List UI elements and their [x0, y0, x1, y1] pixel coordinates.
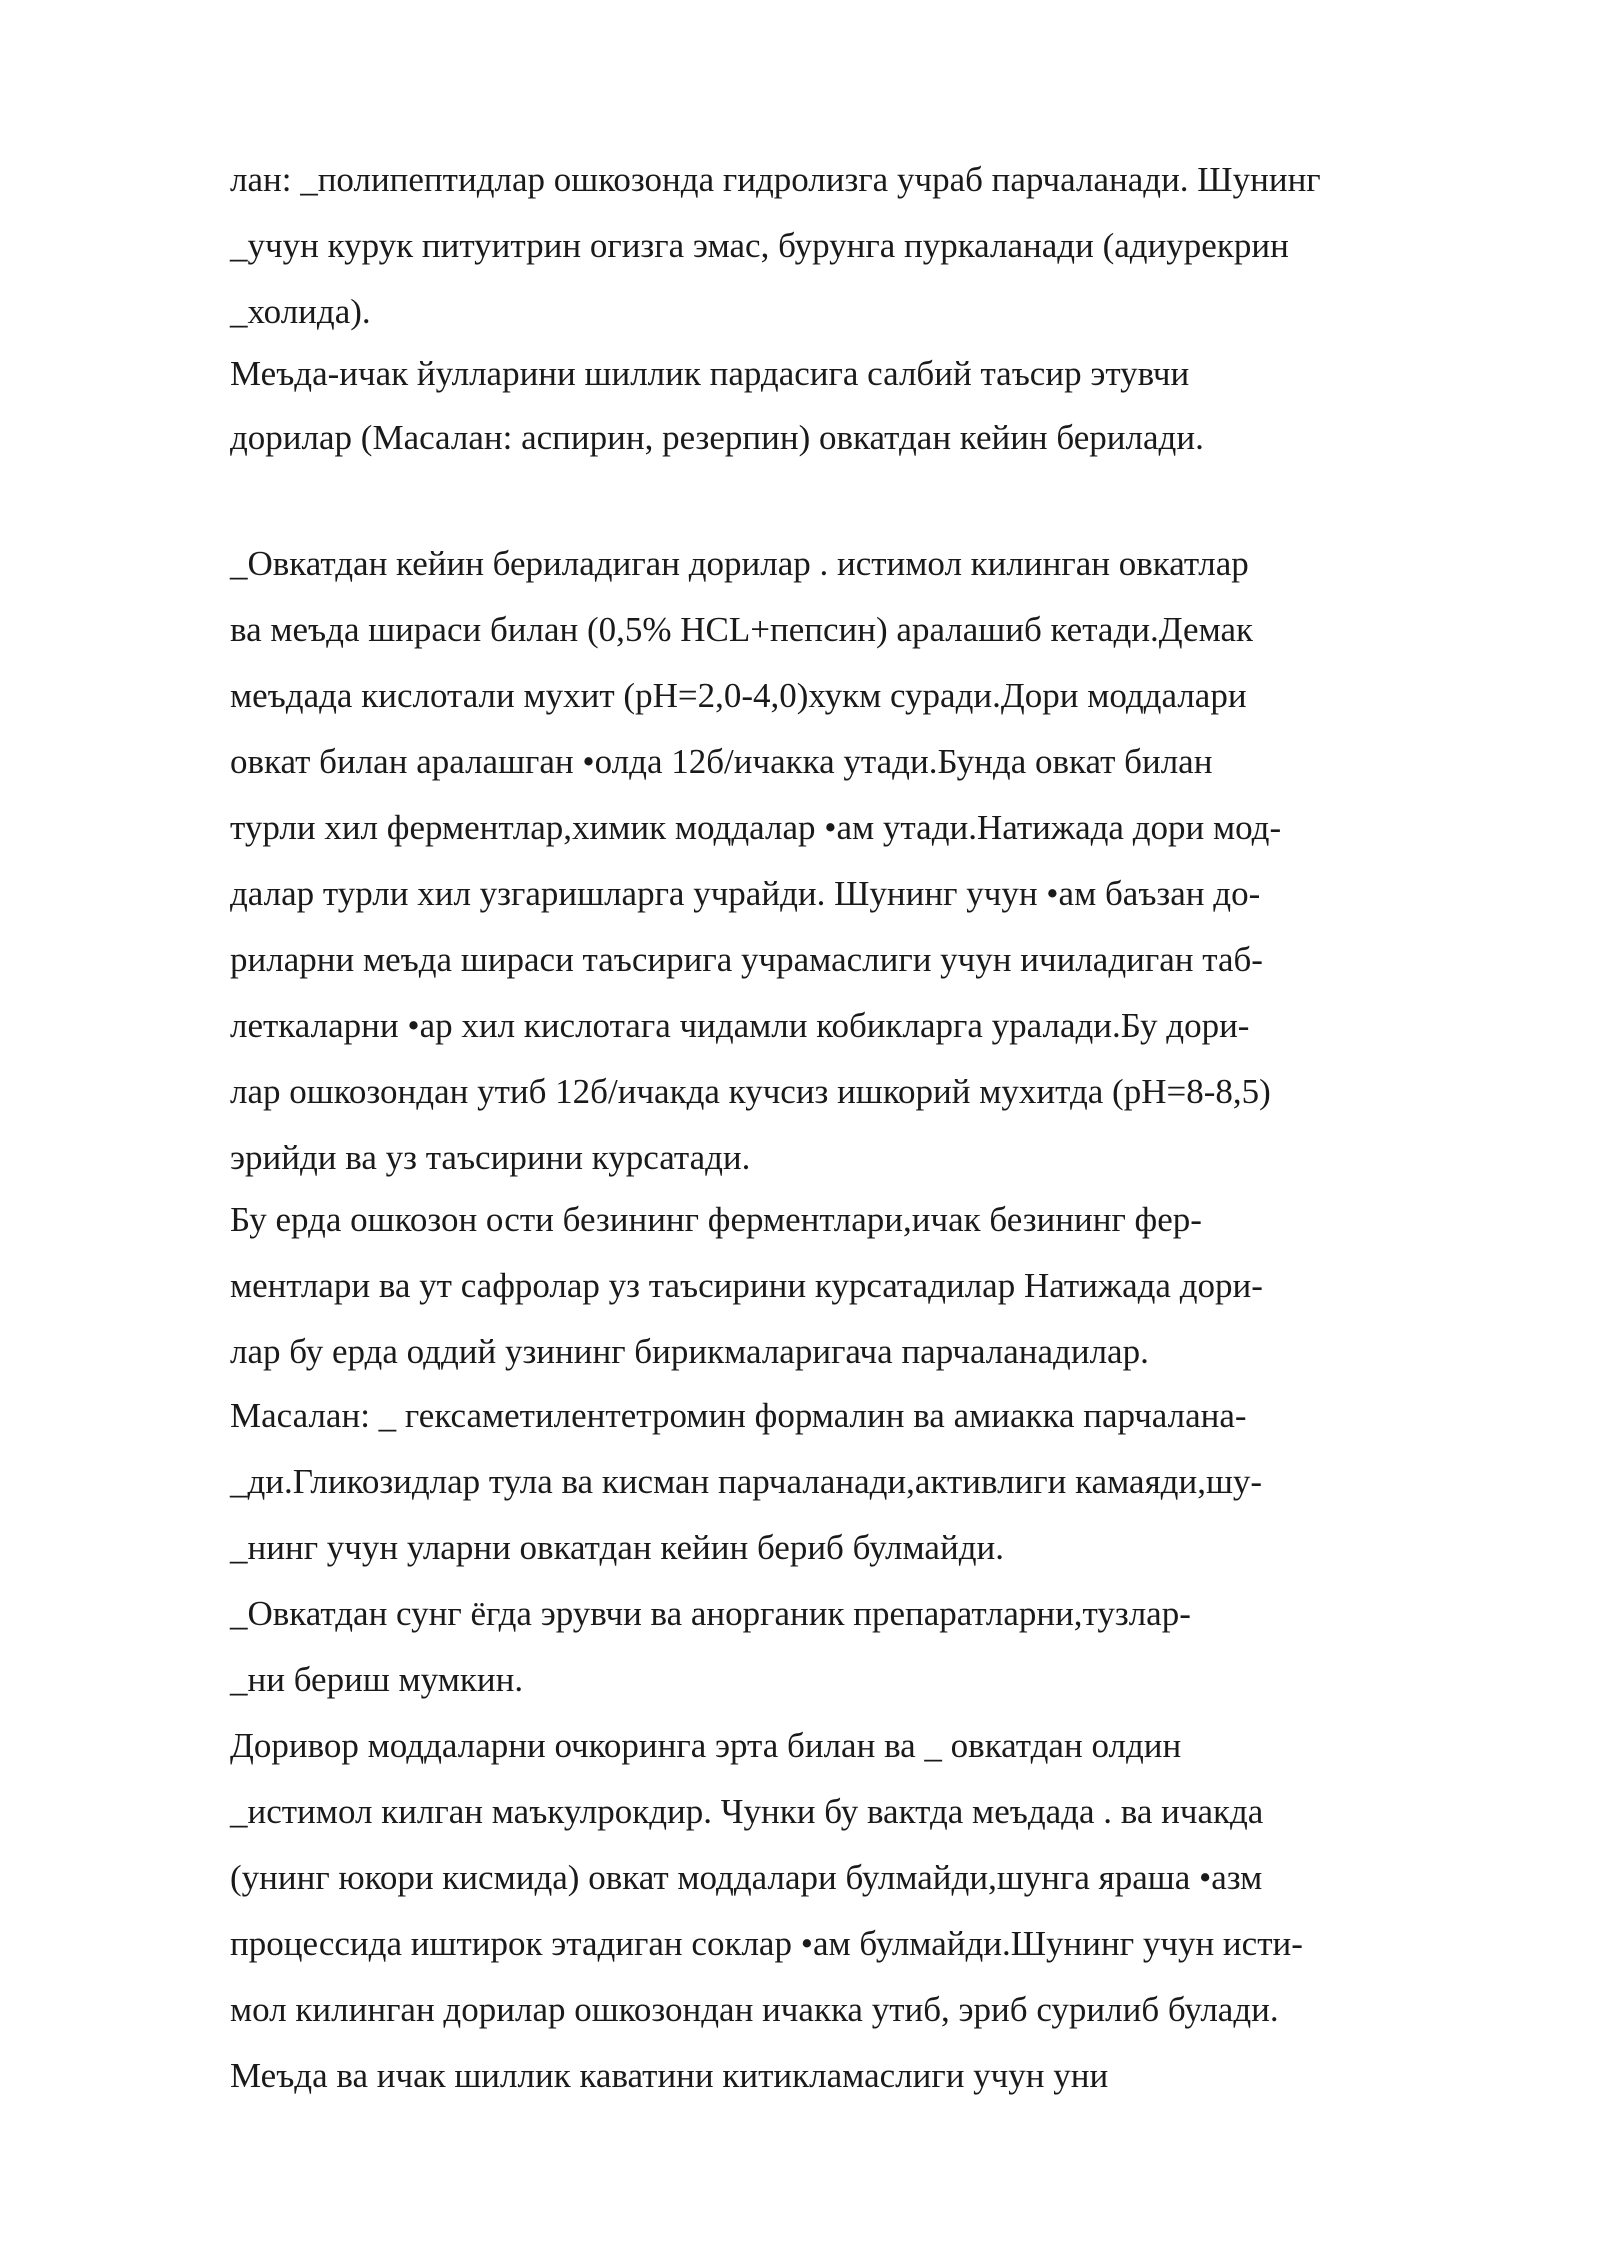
text-line: меъдада кислотали мухит (pH=2,0-4,0)хукм суради.Дори моддалари	[230, 676, 1247, 715]
text-line: Меъда ва ичак шиллик каватини китикламаслиги учун уни	[230, 2056, 1109, 2095]
text-line: _учун курук питуитрин огизга эмас, бурунга пуркаланади (адиурекрин	[230, 226, 1289, 265]
text-line: Доривор моддаларни очкоринга эрта билан ва _ овкатдан олдин	[230, 1726, 1182, 1765]
text-line: _ни бериш мумкин.	[230, 1660, 524, 1699]
text-line: турли хил ферментлар,химик моддалар •ам утади.Натижада дори мод-	[230, 808, 1282, 847]
text-line: лан: _полипептидлар ошкозонда гидролизга учраб парчаланади. Шунинг	[230, 160, 1321, 199]
text-line: _холида).	[230, 292, 371, 331]
text-line: леткаларни •ар хил кислотага чидамли кобикларга уралади.Бу дори-	[230, 1006, 1250, 1045]
text-line: _истимол килган маъкулрокдир. Чунки бу вактда меъдада . ва ичакда	[230, 1792, 1264, 1831]
text-line: Бу ерда ошкозон ости безининг ферментлари,ичак безининг фер-	[230, 1200, 1202, 1239]
text-line: эрийди ва уз таъсирини курсатади.	[230, 1138, 751, 1177]
text-line: далар турли хил узгаришларга учрайди. Шунинг учун •ам баъзан до-	[230, 874, 1261, 913]
text-line: риларни меъда шираси таъсирига учрамаслиги учун ичиладиган таб-	[230, 940, 1263, 979]
text-line: дорилар (Масалан: аспирин, резерпин) овкатдан кейин берилади.	[230, 418, 1204, 457]
text-line: _нинг учун уларни овкатдан кейин бериб булмайди.	[230, 1528, 1004, 1567]
text-line: _Овкатдан кейин бериладиган дорилар . истимол килинган овкатлар	[230, 544, 1249, 583]
text-line: ментлари ва ут сафролар уз таъсирини курсатадилар Натижада дори-	[230, 1266, 1263, 1305]
text-line: лар бу ерда оддий узининг бирикмаларигача парчаланадилар.	[230, 1332, 1149, 1371]
text-line: мол килинган дорилар ошкозондан ичакка утиб, эриб сурилиб булади.	[230, 1990, 1279, 2029]
text-line: (унинг юкори кисмида) овкат моддалари булмайди,шунга яраша •азм	[230, 1858, 1263, 1897]
text-line: процессида иштирок этадиган соклар •ам булмайди.Шунинг учун исти-	[230, 1924, 1303, 1963]
text-line: Меъда-ичак йулларини шиллик пардасига салбий таъсир этувчи	[230, 354, 1190, 393]
text-line: ва меъда шираси билан (0,5% HCL+пепсин) аралашиб кетади.Демак	[230, 610, 1254, 649]
text-line: овкат билан аралашган •олда 12б/ичакка утади.Бунда овкат билан	[230, 742, 1213, 781]
text-line: Масалан: _ гексаметилентетромин формалин ва амиакка парчалана-	[230, 1396, 1247, 1435]
text-line: _ди.Гликозидлар тула ва кисман парчаланади,активлиги камаяди,шу-	[230, 1462, 1263, 1501]
text-line: лар ошкозондан утиб 12б/ичакда кучсиз ишкорий мухитда (рН=8-8,5)	[230, 1072, 1271, 1111]
text-line: _Овкатдан сунг ёгда эрувчи ва анорганик препаратларни,тузлар-	[230, 1594, 1191, 1633]
